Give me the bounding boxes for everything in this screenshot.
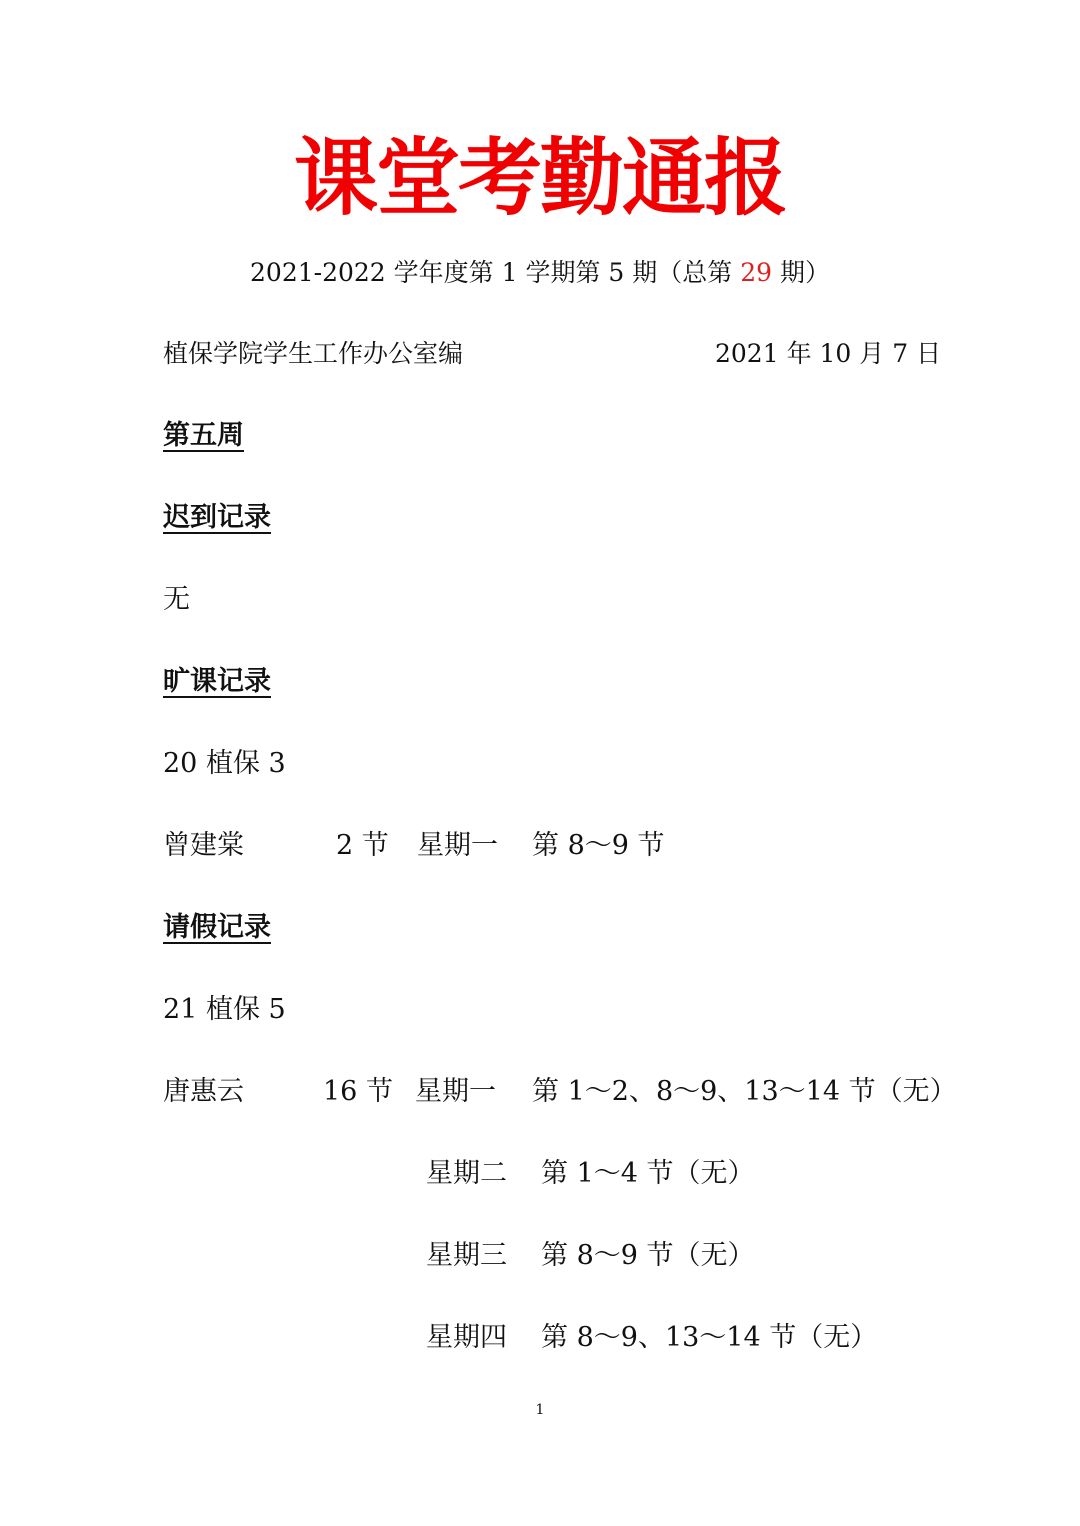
leave-day-tuesday: 星期二 [426, 1158, 507, 1189]
leave-period-tuesday: 第 1～4 节（无） [541, 1158, 755, 1189]
leave-student-name: 唐惠云 [163, 1076, 244, 1107]
absence-student-name: 曾建棠 [163, 830, 244, 861]
leave-period-wednesday: 第 8～9 节（无） [541, 1240, 755, 1271]
total-issue-number: 29 [740, 258, 773, 287]
leave-day-monday: 星期一 [415, 1076, 496, 1107]
issue-subtitle [0, 255, 1080, 291]
editor-office: 植保学院学生工作办公室编 [163, 339, 464, 368]
leave-day-thursday: 星期四 [426, 1322, 507, 1353]
leave-period-thursday: 第 8～9、13～14 节（无） [541, 1322, 878, 1353]
absence-period: 第 8～9 节 [532, 830, 665, 861]
late-record-content: 无 [163, 584, 190, 615]
document-title: 课堂考勤通报 [293, 129, 786, 227]
week-heading: 第五周 [163, 420, 244, 451]
absence-hours: 2 节 [336, 830, 389, 861]
absence-day: 星期一 [417, 830, 498, 861]
late-record-heading: 迟到记录 [163, 502, 271, 533]
absence-class: 20 植保 3 [163, 748, 286, 779]
issue-date: 2021 年 10 月 7 日 [715, 339, 942, 368]
leave-class: 21 植保 5 [163, 994, 286, 1025]
leave-hours: 16 节 [323, 1076, 393, 1107]
absence-record-heading: 旷课记录 [163, 666, 271, 697]
leave-period-monday: 第 1～2、8～9、13～14 节（无） [532, 1076, 957, 1107]
subtitle-prefix: 2021-2022 学年度第 1 学期第 5 期（总第 [250, 258, 741, 287]
leave-day-wednesday: 星期三 [426, 1240, 507, 1271]
subtitle-suffix: 期） [772, 258, 830, 287]
leave-record-heading: 请假记录 [163, 912, 271, 943]
page-number: 1 [535, 1402, 545, 1418]
